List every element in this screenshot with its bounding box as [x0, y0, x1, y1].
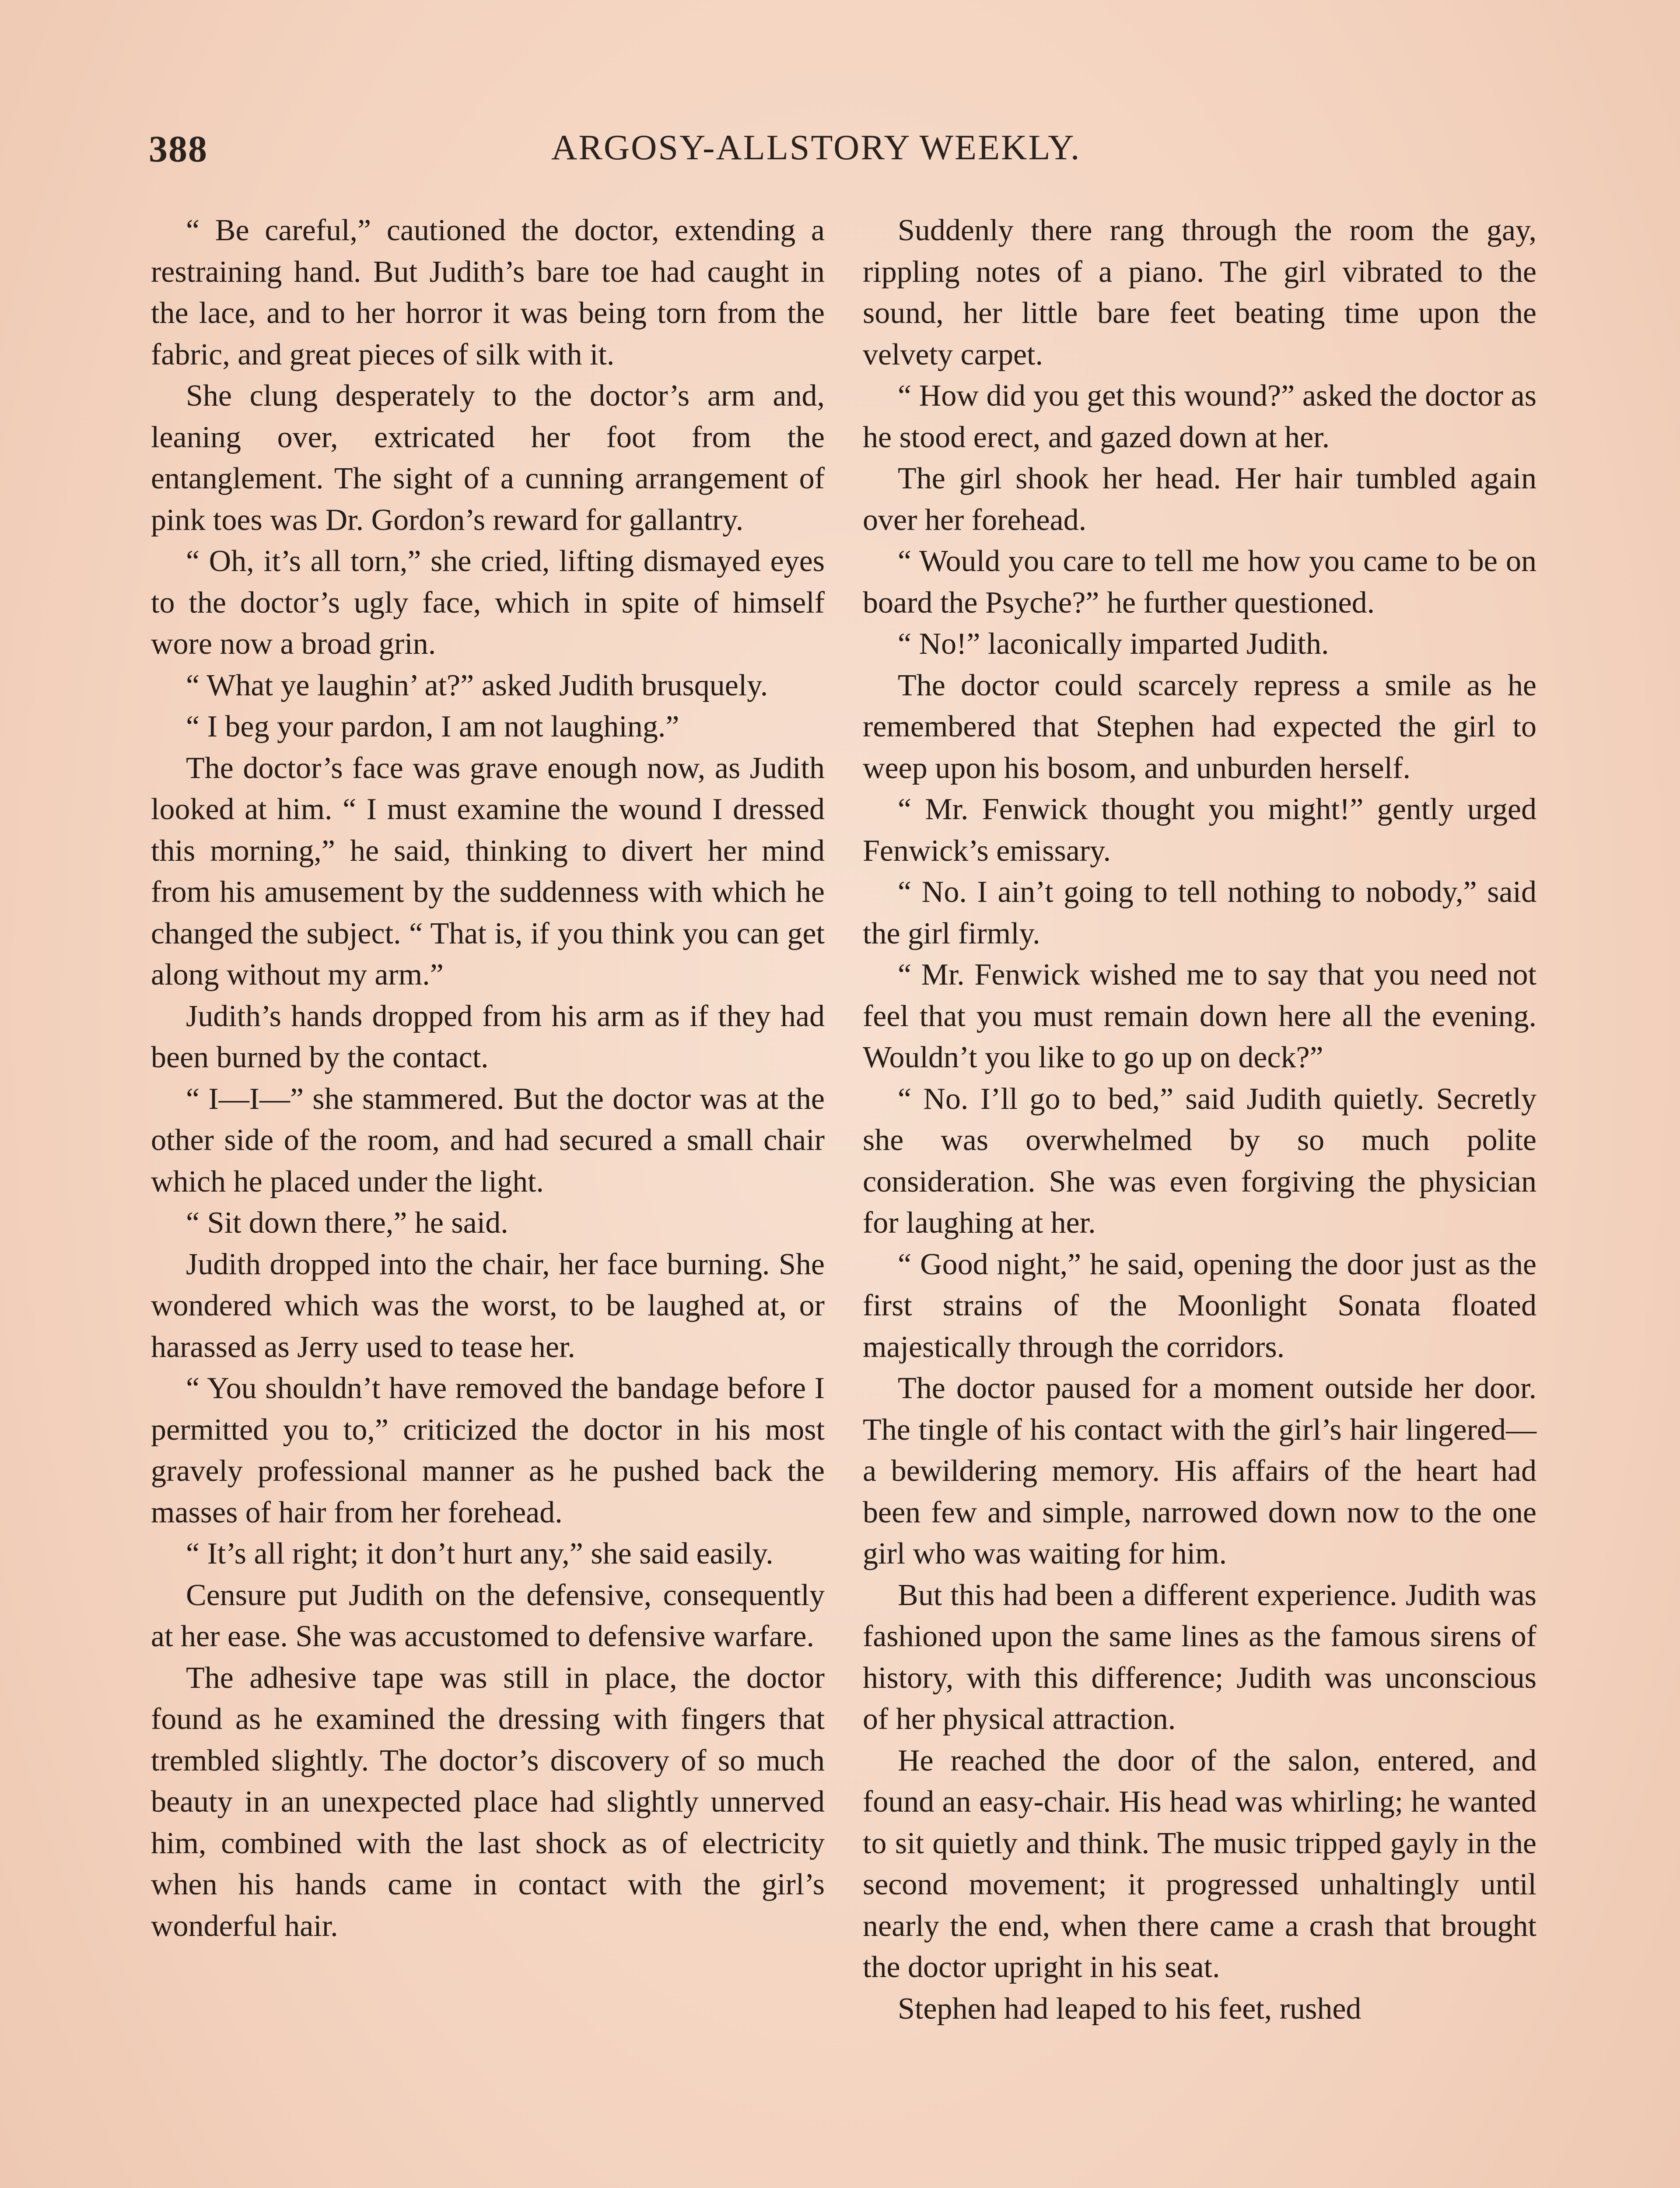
paragraph: “ What ye laughin’ at?” asked Judith brusquely.: [186, 668, 768, 702]
paragraph: “ Sit down there,” he said.: [186, 1206, 508, 1240]
paragraph: But this had been a different experience. Judith was fashioned upon the same lines as the famous sirens of history, with this difference; Judith was unconscious of her physical attraction.: [863, 1578, 1536, 1736]
paragraph: The doctor’s face was grave enough now, as Judith looked at him. “ I must examine the wound I dressed this morning,” he said, thinking to divert her mind from his amusement by the suddenness with which he changed the subject. “ That is, if you think you can get along without my arm.”: [151, 751, 825, 992]
paragraph: “ Oh, it’s all torn,” she cried, lifting dismayed eyes to the doctor’s ugly face, which in spite of himself wore now a broad grin.: [151, 544, 825, 661]
paragraph: “ I beg your pardon, I am not laughing.”: [186, 710, 679, 743]
paragraph: “ No!” laconically imparted Judith.: [898, 627, 1329, 661]
paragraph: “ You shouldn’t have removed the bandage before I permitted you to,” criticized the doctor in his most gravely professional manner as he pushed back the masses of hair from her forehead.: [151, 1371, 825, 1529]
paragraph: “ Mr. Fenwick wished me to say that you need not feel that you must remain down here all the evening. Wouldn’t you like to go up on deck?”: [863, 958, 1536, 1074]
paragraph: The doctor could scarcely repress a smile as he remembered that Stephen had expected the girl to weep upon his bosom, and unburden herself.: [863, 668, 1536, 785]
page-header: [149, 127, 1540, 179]
paragraph: Judith’s hands dropped from his arm as if they had been burned by the contact.: [151, 999, 825, 1074]
paragraph: Censure put Judith on the defensive, consequently at her ease. She was accustomed to defensive warfare.: [151, 1578, 825, 1653]
paragraph: “ No. I ain’t going to tell nothing to nobody,” said the girl firmly.: [863, 875, 1536, 950]
paragraph: Judith dropped into the chair, her face burning. She wondered which was the worst, to be laughed at, or harassed as Jerry used to tease her.: [151, 1247, 825, 1364]
paragraph: “ How did you get this wound?” asked the doctor as he stood erect, and gazed down at her.: [863, 379, 1536, 454]
paragraph: “ It’s all right; it don’t hurt any,” she said easily.: [186, 1537, 774, 1571]
paragraph: The girl shook her head. Her hair tumbled again over her forehead.: [863, 462, 1536, 537]
paragraph: The adhesive tape was still in place, the doctor found as he examined the dressing with fingers that trembled slightly. The doctor’s discovery of so much beauty in an unexpected place had slightly unnerved him, combined with the last shock as of electricity when his hands came in contact with the girl’s wonderful hair.: [151, 1661, 825, 1943]
paragraph: “ Be careful,” cautioned the doctor, extending a restraining hand. But Judith’s bare toe had caught in the lace, and to her horror it was being torn from the fabric, and great pieces of silk with it.: [151, 214, 825, 372]
page-number: 388: [149, 128, 208, 170]
paragraph: Stephen had leaped to his feet, rushed: [898, 1992, 1362, 2026]
paragraph: Suddenly there rang through the room the gay, rippling notes of a piano. The girl vibrated to the sound, her little bare feet beating time upon the velvety carpet.: [863, 214, 1536, 372]
right-column: [863, 210, 1536, 2030]
running-title: ARGOSY-ALLSTORY WEEKLY.: [551, 127, 1081, 167]
paragraph: “ Good night,” he said, opening the door just as the first strains of the Moonlight Sonata floated majestically through the corridors.: [863, 1247, 1536, 1364]
left-column: [151, 210, 825, 1947]
paragraph: The doctor paused for a moment outside her door. The tingle of his contact with the girl’s hair lingered—a bewildering memory. His affairs of the heart had been few and simple, narrowed down now to the one girl who was waiting for him.: [863, 1371, 1536, 1571]
paragraph: “ I—I—” she stammered. But the doctor was at the other side of the room, and had secured a small chair which he placed under the light.: [151, 1082, 825, 1199]
paragraph: “ No. I’ll go to bed,” said Judith quietly. Secretly she was overwhelmed by so much polite consideration. She was even forgiving the physician for laughing at her.: [863, 1082, 1536, 1240]
paragraph: She clung desperately to the doctor’s arm and, leaning over, extricated her foot from the entanglement. The sight of a cunning arrangement of pink toes was Dr. Gordon’s reward for gallantry.: [151, 379, 825, 537]
paragraph: He reached the door of the salon, entered, and found an easy-chair. His head was whirling; he wanted to sit quietly and think. The music tripped gayly in the second movement; it progressed unhaltingly until nearly the end, when there came a crash that brought the doctor upright in his seat.: [863, 1743, 1536, 1984]
paragraph: “ Would you care to tell me how you came to be on board the Psyche?” he further questioned.: [863, 544, 1536, 620]
paragraph: “ Mr. Fenwick thought you might!” gently urged Fenwick’s emissary.: [863, 792, 1536, 868]
